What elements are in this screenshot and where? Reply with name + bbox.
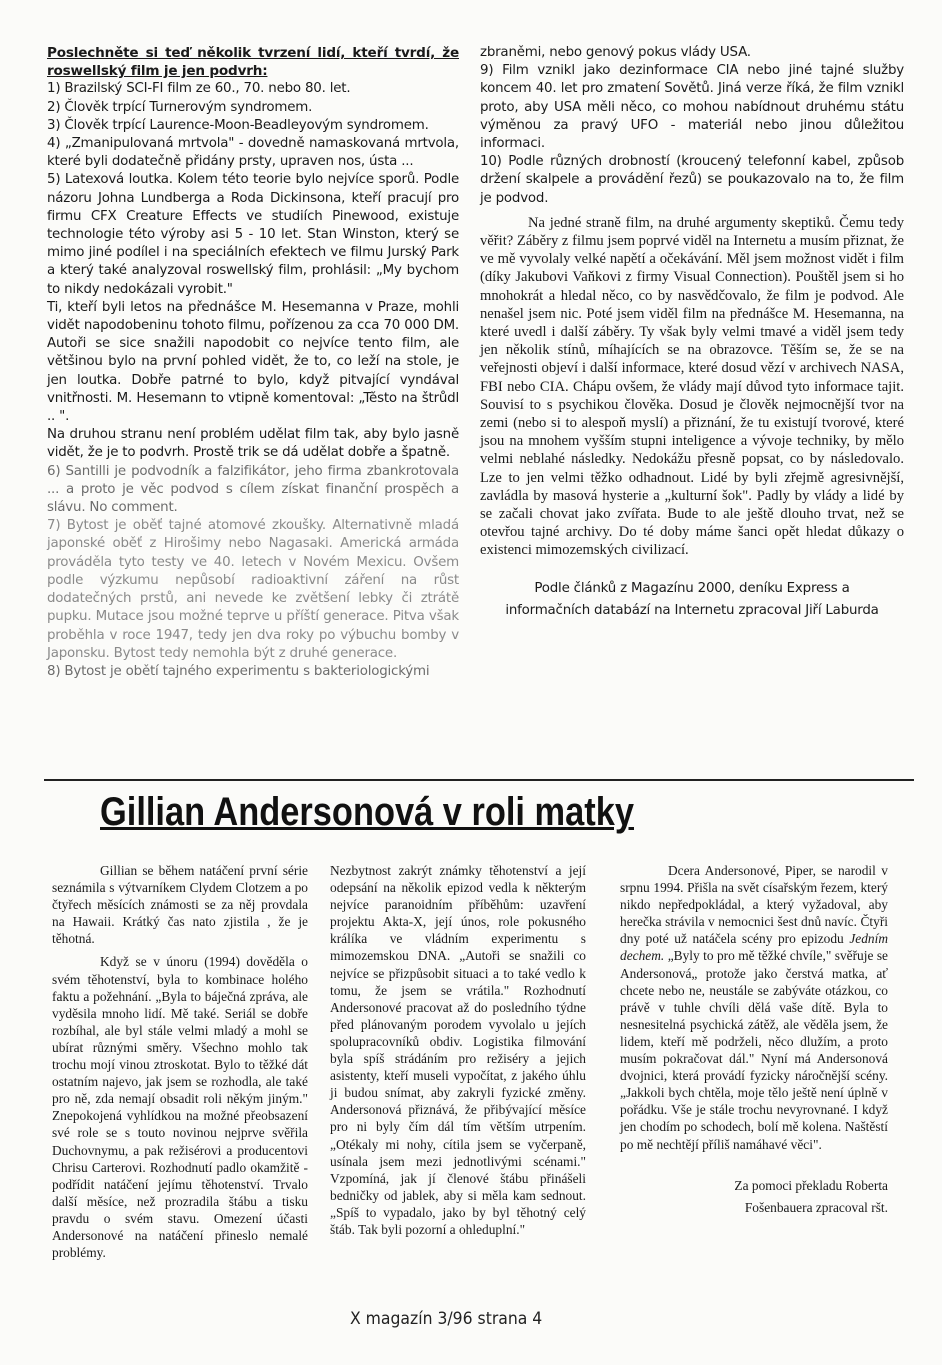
- paragraph-4-text-a: Dcera Andersonové, Piper, se narodil v srpnu 1994. Přišla na svět císařským řezem, který nikdo nepředpokládal, a který vyžadoval, aby herečka strávila v nemocnici šest dnů navíc. Čtyři dny poté už natáčela scény pro epizodu: [620, 863, 888, 947]
- claim-3: 3) Člověk trpící Laurence-Moon-Beadleyovým syndromem.: [47, 117, 429, 133]
- article2-column-2: [330, 862, 586, 1238]
- claim-8-end: zbraněmi, nebo genový pokus vlády USA.: [480, 45, 751, 60]
- article2-paragraph-3: Nezbytnost zakrýt známky těhotenství a její odepsání na několik epizod vedla k některým nejvíce paranoidním příběhům: uzavření projektu Akta-X, její únos, role pokusného králíka ve vládním experimentu s mimozemskou DNA. „Autoři se snažili co nejvíce se přizpůsobit situaci a to také vedlo k tomu, že jsem se vrátila." Rozhodnutí Andersonové pracovat až do posledního týdne před plánovaným porodem vyvolalo u jejích spolupracovníků obdiv. Logistika filmování byla spíš strádáním pro režiséry a jejich asistenty, kteří museli vypočítat, z jakého úhlu ji budou snímat, aby zakryli fyzické změny. Andersonová přiznává, že přibývající měsíce pro ni byly čím dál tím větším utrpením. „Otékaly mi nohy, cítila jsem se vyčerpaně, usínala jsem mezi jednotlivými scénami." Vzpomíná, jak jí členové štábu přinášeli bedničky od jablek, aby si měla kam sednout. „Spíš to vypadalo, jako by byl těhotný celý štáb. Tak byli pozorní a ohleduplní.": [330, 863, 586, 1237]
- paragraph-prague-lecture: Ti, kteří byli letos na přednášce M. Hesemanna v Praze, mohli vidět napodobeninu tohoto filmu, pořízenou za cca 70 000 DM. Autoři se sice snažili napodobit co nejvíce tento film, ale většinou bylo na první pohled vidět, že to, co leží na stole, je jen loutka. Dobře patrné to bylo, když pitvající vyndával vnitřnosti. M. Hesemann to vtipně komentoval: „Těsto na štrůdl .. ".: [47, 299, 459, 425]
- article2-column-3: [620, 862, 888, 1219]
- claim-8-start: 8) Bytost je obětí tajného experimentu s bakteriologickými: [47, 663, 430, 679]
- article2-paragraph-1: Gillian se během natáčení první série seznámila s výtvarníkem Clydem Clotzem a po čtyřech měsících známosti se za něj provdala na Hawaii. Krátký čas nato zjistila , že je těhotná.: [52, 863, 308, 947]
- page-footer: X magazín 3/96 strana 4: [350, 1309, 543, 1329]
- signoff-line-2: Fošenbauera zpracoval ršt.: [744, 1199, 888, 1215]
- article2-paragraph-2: Když se v únoru (1994) dověděla o svém těhotenství, byla to kombinace holého faktu a požehnání. „Byla to báječná zpráva, ale vyděsila mnoho lidí. Mě také. Seriál se dobře rozbíhal, ale byl stále velmi mladý a mohl se ubírat různými směry. Všechno mohlo tak trochu mojí vinou ztroskotat. Bylo to těžké dát ostatním najevo, jak jsem se rozhodla, ale také pro ně, zda nemají obsadit roli někým jiným." Znepokojená vyhlídkou na možné přeobsazení své role se s touto novinou nejprve svěřila Duchovnymu, a pak režisérovi a producentovi Chrisu Carterovi. Rozhodnutí padlo okamžitě - podřídit natáčení jejímu těhotenství. Trvalo další měsíce, než prozradila štábu a tisku pravdu o svém stavu. Omezení účasti Andersonové na natáčení přineslo nemalé problémy.: [52, 954, 308, 1261]
- article2-paragraph-4: [620, 862, 888, 1153]
- claim-9: 9) Film vznikl jako dezinformace CIA nebo jiné tajné služby koncem 40. let pro zmatení Sovětů. Jiná verze říká, že film vznikl proto, aby USA měli něco, co mohou nabídnout druhému státu výměnou za pravý UFO - materiál nebo jinou důležitou informaci.: [480, 63, 904, 152]
- credit-line-1: Podle článků z Magazínu 2000, deníku Express a: [534, 580, 850, 596]
- paragraph-4-text-b: „Byly to pro mě těžké chvíle," svěřuje se Andersonová„ protože jako čerstvá matka, ať chcete nebo ne, neustále se zabýváte otázkou, co právě v tuhle chvíli dělá vaše dítě. Byla to nesnesitelná psychická zátěž, ale věděla jsem, že lidem, kteří mě podrželi, něco dlužím, a proto musím pokračovat dál." Nyní má Andersonová dvojnici, která provádí fyzicky náročnější scény. „Jakkoli bych chtěla, moje tělo ještě není úplně v pořádku. Vše je stále trochu nevyrovnané. I když jen chodím po schodech, bolí mě kolena. Naštěstí po mě nechtějí příliš namáhavé věci".: [620, 948, 888, 1152]
- claim-7: 7) Bytost je oběť tajné atomové zkoušky. Alternativně mladá japonské oběť z Hirošimy nebo Nagasaki. Americká armáda prováděla tyto testy ve 40. letech v Novém Mexicu. Ovšem podle výzkumu nepůsobí radioaktivní záření na růst dodatečných prstů, ani nevede ke zvětšení lebky či ztrátě pupku. Mutace jsou možné teprve u příští generace. Pitva však proběhla v roce 1947, tedy jen dva roky po výbuchu bomby v Japonsku. Bytost tedy nemohla být z druhé generace.: [47, 518, 459, 661]
- article2-column-1: [52, 862, 308, 1261]
- article1-credit: [480, 578, 904, 622]
- article2-title: Gillian Andersonová v roli matky: [100, 790, 634, 834]
- paragraph-other-side: Na druhou stranu není problém udělat film tak, aby bylo jasně vidět, že je to podvrh. Prostě trik se dá udělat dobře a špatně.: [47, 427, 459, 461]
- signoff-line-1: Za pomoci překladu Roberta: [734, 1177, 888, 1193]
- episode-title: Jedním dechem.: [620, 931, 888, 964]
- article2-signoff: [620, 1175, 888, 1219]
- article1-right-column: [480, 44, 904, 622]
- article1-left-column: [47, 44, 459, 681]
- claim-2: 2) Člověk trpící Turnerovým syndromem.: [47, 99, 313, 115]
- claim-6: 6) Santilli je podvodník a falzifikátor, jeho firma zbankrotovala ... a proto je věc podvod s cílem získat finanční prospěch a slávu. No comment.: [47, 463, 459, 516]
- credit-line-2: informačních databází na Internetu zpracoval Jiří Laburda: [505, 602, 879, 618]
- claim-1: 1) Brazilský SCI-FI film ze 60., 70. nebo 80. let.: [47, 81, 351, 97]
- claim-5: 5) Latexová loutka. Kolem této teorie bylo nejvíce sporů. Podle názoru Johna Lundberga a Roda Dickinsona, kteří pracují pro firmu CFX Creature Effects ve studiích Pinewood, existuje technologie této výroby asi 5 - 10 let. Stan Winston, který se mimo jiné podílel i na speciálních efektech ve filmu Jurský Park a který také analyzoval roswellský film, prohlásil: „My bychom to nikdy nedokázali vyrobit.": [47, 172, 459, 297]
- article1-heading: Poslechněte si teď několik tvrzení lidí, kteří tvrdí, že roswellský film je jen podvrh:: [47, 45, 459, 80]
- section-divider: [44, 779, 914, 781]
- claim-4: 4) „Zmanipulovaná mrtvola" - dovedně namaskovaná mrtvola, které byli dodatečně přidány prsty, upraven nos, ústa ...: [47, 136, 459, 170]
- author-opinion: Na jedné straně film, na druhé argumenty skeptiků. Čemu tedy věřit? Záběry z filmu jsem poprvé viděl na Internetu a musím přiznat, že ve mě vyvolaly velké napětí a očekávání. Měl jsem možnost vidět i film (díky Jakubovi Vaňkovi z firmy Visual Connection). Pouštěl jsem si ho mnohokrát a hledal něco, co by nasvědčovalo, že film je podvod. Ale nenašel jsem nic. Poté jsem viděl film na přednášce M. Hesemanna, na které uvedl i další záběry. Ty však byly velmi tmavé a viděl jsem tedy jen několik stínů, míhajících se na obrazovce. Těším se, že se na veřejnosti objeví i další informace, které dosud vězí v archivech NASA, FBI nebo CIA. Chápu ovšem, že vlády mají důvod tyto informace tajit. Souvisí to s psychikou člověka. Dosud je člověk nejmocnější tvor na zemi (nebo si to alespoň myslí) a přiznání, že tu existují tvorové, které jsou na mnohem vyšším stupni inteligence a vývoje techniky, by mělo velmi neblahé následky. Nedokážu přesně popsat, co by následovalo. Lze to jen velmi těžko odhadnout. Lidé by byli zřejmě agresivnější, zavládla by masová hysterie a „kulturní šok". Padly by vlády a lidé by se začali chovat jako zvířata. Bude to ale ještě dlouho trvat, než se otevřou tajné archivy. Do té doby máme šanci opět hledat důkazy o existenci mimozemských civilizací.: [480, 214, 904, 559]
- claim-10: 10) Podle různých drobností (kroucený telefonní kabel, způsob držení skalpele a provádění řezů) se poukazovalo na to, že film je podvod.: [480, 154, 904, 206]
